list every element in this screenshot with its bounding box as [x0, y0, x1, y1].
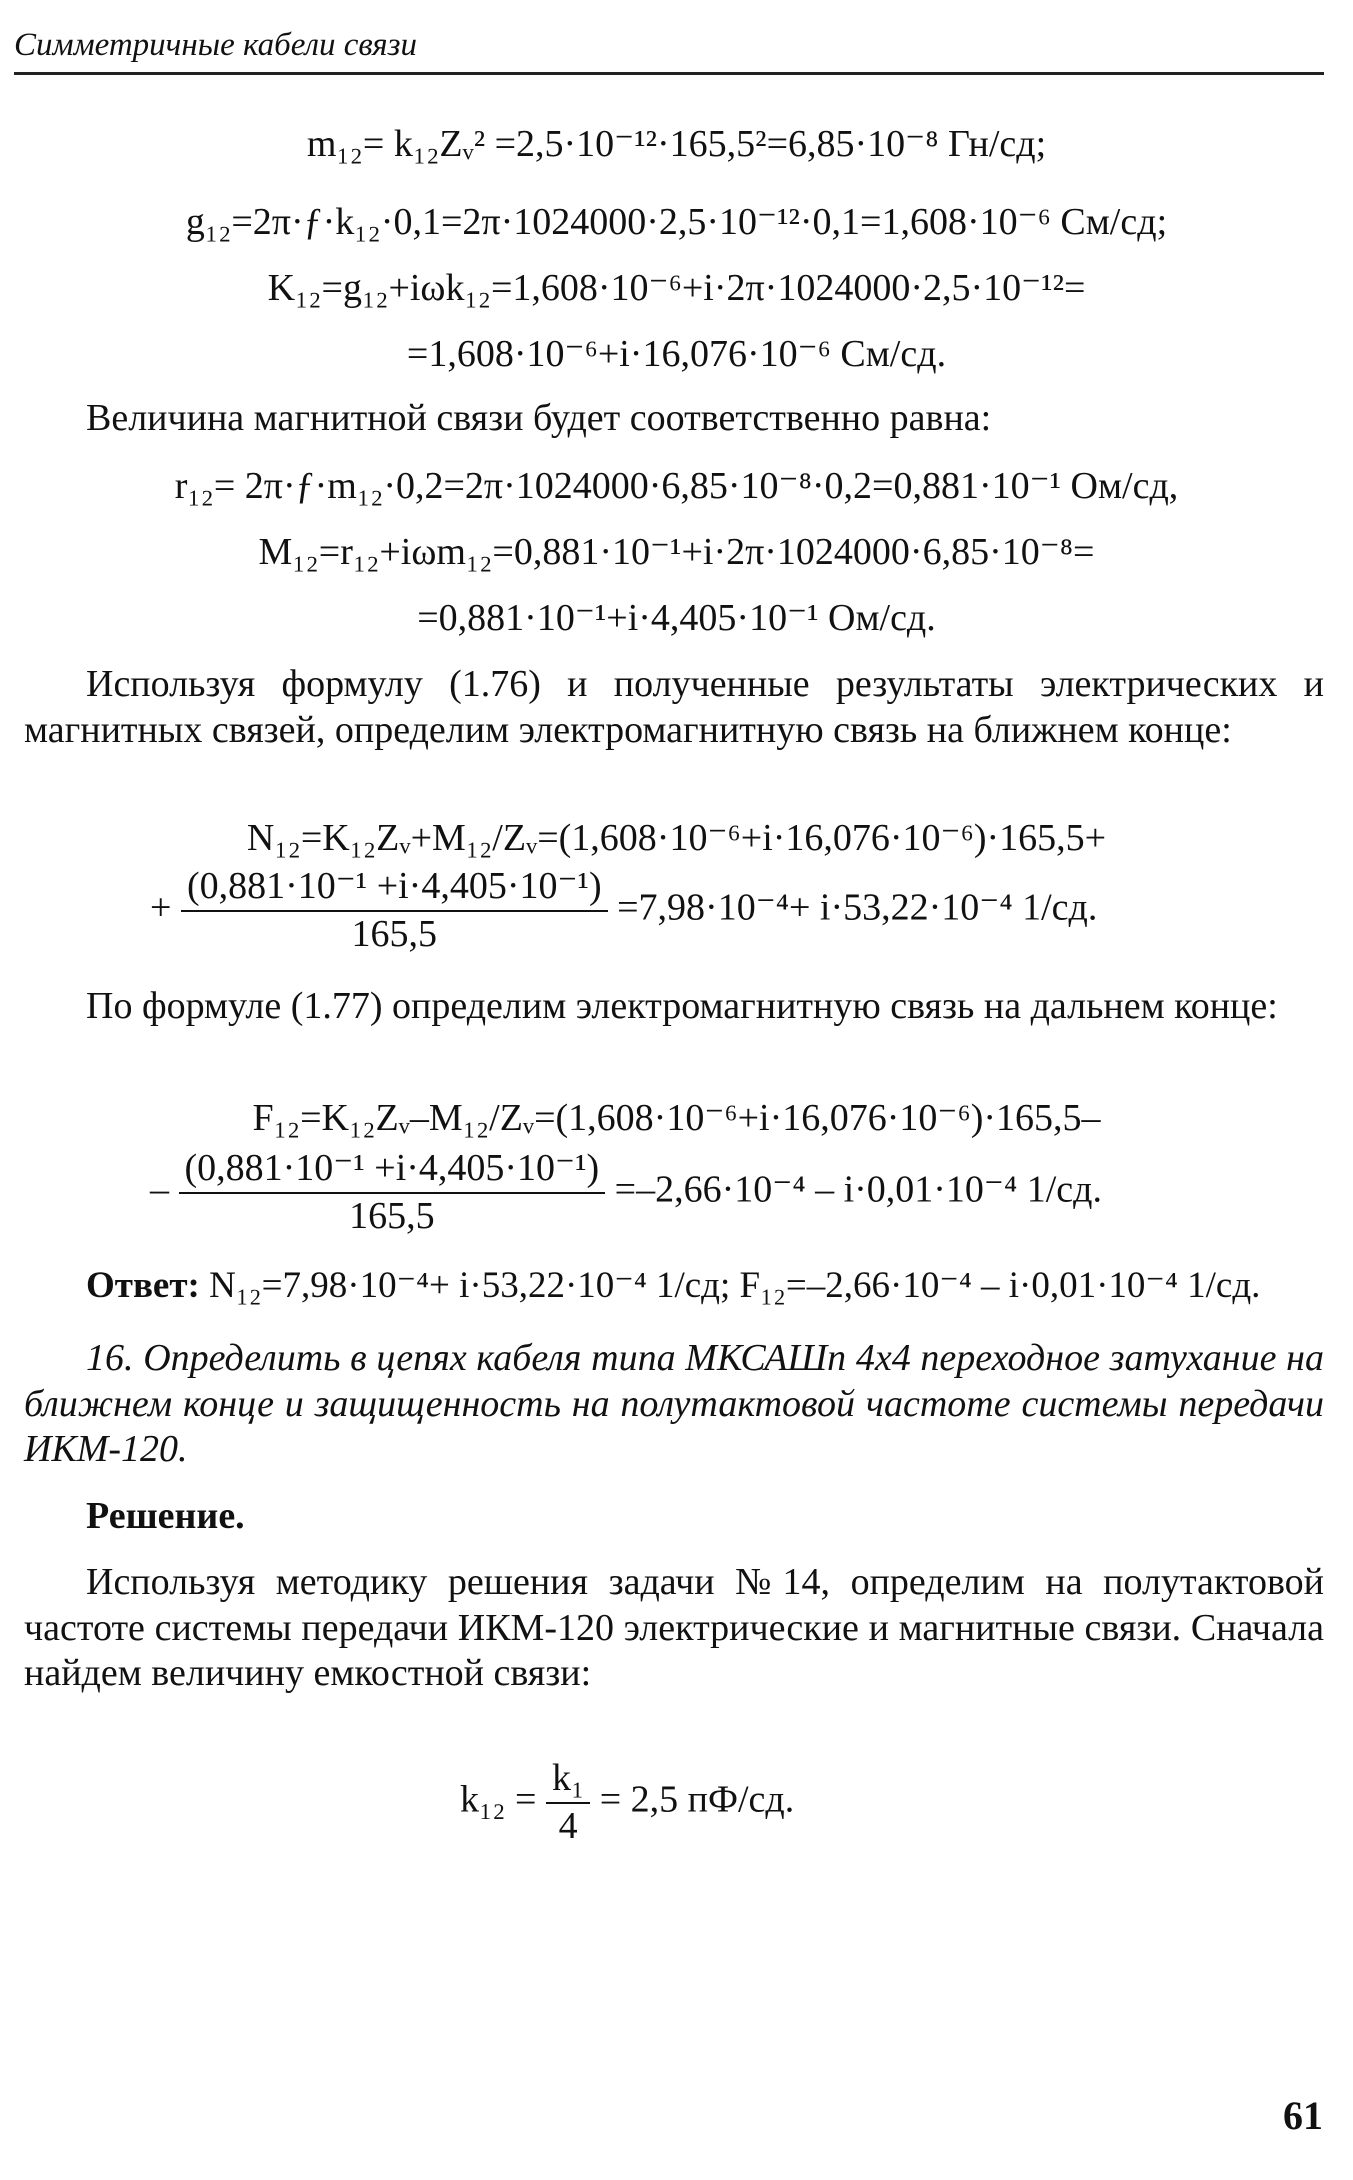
paragraph-near-end: Используя формулу (1.76) и полученные результаты электрических и магнитных связей, определим электромагнитную связь на ближнем конце: — [24, 663, 1324, 751]
problem-16: 16. Определить в цепях кабеля типа МКСАШп 4х4 переходное затухание на ближнем конце и защищенность на полутактовой частоте системы передачи ИКМ-120. — [24, 1337, 1324, 1471]
equation-N12-line2 — [150, 864, 1097, 957]
equation-result: =7,98·10⁻⁴+ i·53,22·10⁻⁴ 1/сд. — [617, 886, 1098, 929]
equation-result: =–2,66·10⁻⁴ – i·0,01·10⁻⁴ 1/сд. — [614, 1168, 1102, 1211]
fraction-numerator: (0,881·10⁻¹ +i·4,405·10⁻¹) — [179, 1146, 606, 1194]
fraction-numerator: k₁ — [546, 1756, 590, 1804]
fraction-k12 — [546, 1756, 590, 1849]
answer-text: N₁₂=7,98·10⁻⁴+ i·53,22·10⁻⁴ 1/сд; F₁₂=–2,66·10⁻⁴ – i·0,01·10⁻⁴ 1/сд. — [199, 1265, 1261, 1306]
equation-m12: m₁₂= k₁₂Zᵥ² =2,5·10⁻¹²·165,5²=6,85·10⁻⁸ Гн/сд; — [306, 123, 1047, 165]
fraction-N12 — [181, 864, 608, 957]
page-number: 61 — [1283, 2093, 1323, 2138]
text-magnetic-coupling: Величина магнитной связи будет соответственно равна: — [86, 397, 992, 439]
equation-K12-line2: =1,608·10⁻⁶+i·16,076·10⁻⁶ См/сд. — [406, 333, 947, 375]
fraction-denominator: 165,5 — [349, 1194, 435, 1237]
equation-F12-line2 — [150, 1146, 1102, 1239]
equation-M12-line2: =0,881·10⁻¹+i·4,405·10⁻¹ Ом/сд. — [417, 597, 936, 639]
fraction-denominator: 165,5 — [351, 912, 438, 955]
equation-r12: r₁₂= 2π·ƒ·m₁₂·0,2=2π·1024000·6,85·10⁻⁸·0,2=0,881·10⁻¹ Ом/сд, — [174, 465, 1179, 507]
solution-heading: Решение. — [86, 1495, 245, 1537]
equation-N12-line1: N₁₂=K₁₂Zᵥ+M₁₂/Zᵥ=(1,608·10⁻⁶+i·16,076·10⁻⁶)·165,5+ — [246, 817, 1107, 859]
equation-M12-line1: M₁₂=r₁₂+iωm₁₂=0,881·10⁻¹+i·2π·1024000·6,85·10⁻⁸= — [258, 531, 1095, 573]
answer-label: Ответ: — [86, 1265, 200, 1306]
fraction-denominator: 4 — [558, 1804, 578, 1847]
running-header: Симметричные кабели связи — [14, 26, 1324, 75]
equation-g12: g₁₂=2π·ƒ·k₁₂·0,1=2π·1024000·2,5·10⁻¹²·0,1=1,608·10⁻⁶ См/сд; — [185, 201, 1168, 243]
equation-prefix: – — [150, 1168, 169, 1211]
equation-rhs: = 2,5 пФ/сд. — [599, 1778, 795, 1821]
equation-lhs: k₁₂ = — [460, 1778, 537, 1821]
equation-F12-line1: F₁₂=K₁₂Zᵥ–M₁₂/Zᵥ=(1,608·10⁻⁶+i·16,076·10⁻⁶)·165,5– — [252, 1097, 1101, 1139]
paragraph-far-end: По формуле (1.77) определим электромагнитную связь на дальнем конце: — [86, 985, 1278, 1027]
fraction-numerator: (0,881·10⁻¹ +i·4,405·10⁻¹) — [181, 864, 608, 912]
answer-line — [86, 1264, 1260, 1308]
fraction-F12 — [179, 1146, 606, 1239]
paragraph-solution: Используя методику решения задачи №14, определим на полутактовой частоте системы передачи ИКМ-120 электрические и магнитные связи. Сначала найдем величину емкостной связи: — [24, 1561, 1324, 1695]
equation-prefix: + — [150, 886, 172, 929]
equation-k12 — [460, 1756, 794, 1849]
equation-K12-line1: K₁₂=g₁₂+iωk₁₂=1,608·10⁻⁶+i·2π·1024000·2,5·10⁻¹²= — [267, 267, 1086, 309]
